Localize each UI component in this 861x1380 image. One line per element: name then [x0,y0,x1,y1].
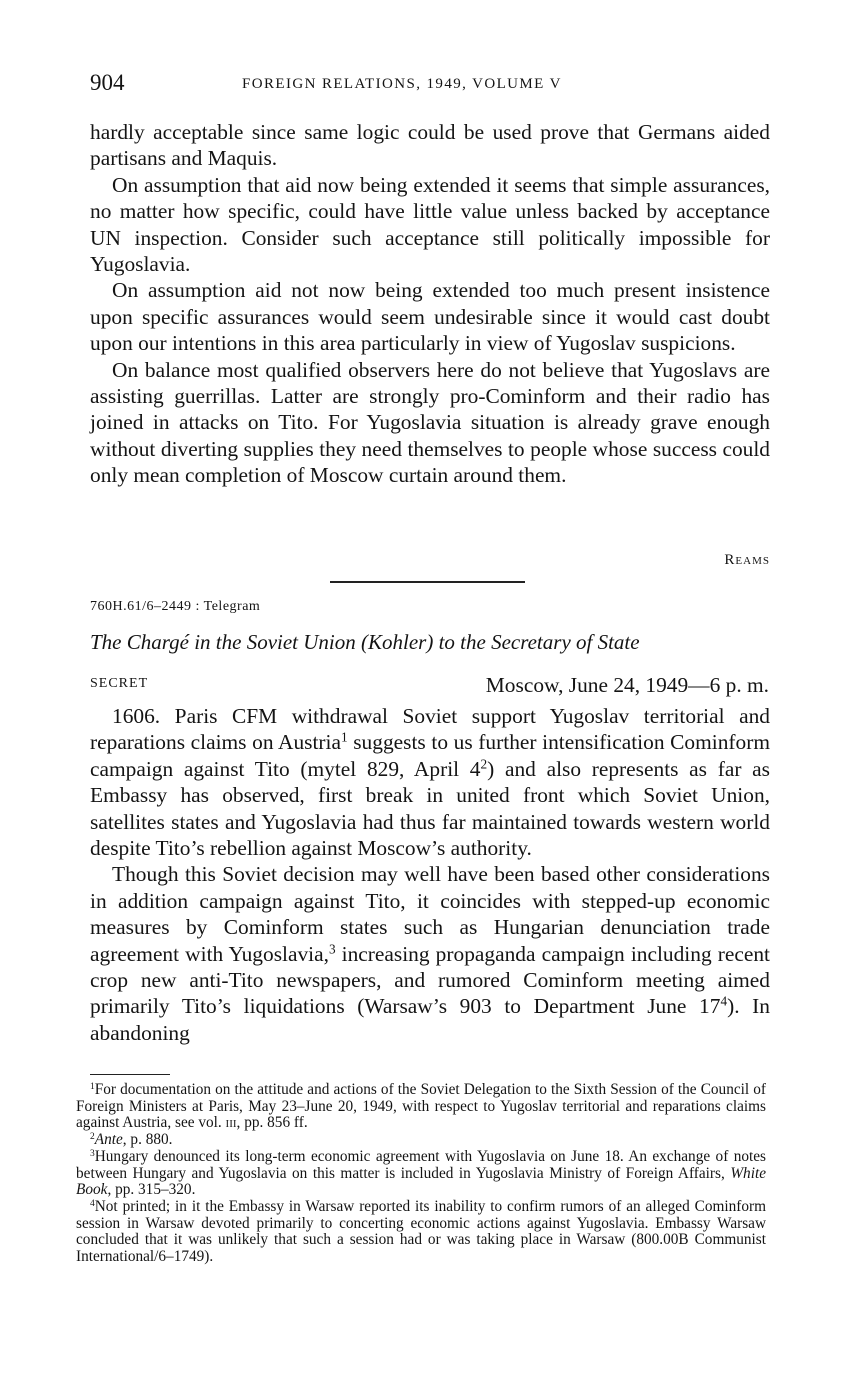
page-number: 904 [90,70,125,95]
footnote-text: , pp. 856 ff. [236,1114,308,1132]
document-body [90,703,770,1046]
paragraph-text: ). In abandoning [90,994,770,1045]
footnote-italic: Ante [94,1131,123,1149]
footnote-rule [90,1074,170,1075]
footnote-text: Hungary denounced its long-term economic agreement with Yugoslavia on June 18. An exchange of notes between Hungary and Yugoslavia on this matter is included in Yugoslavia Ministry of Foreign Affairs, [76,1147,766,1182]
paragraph-text: Though this Soviet decision may well have been based other considerations in addition campaign against Tito, it coincides with stepped-up economic measures by Cominform states such as Hungarian denunciation trade agreement with Yugoslavia, [90,862,770,966]
footnote-3 [76,1149,766,1199]
footnote-2 [76,1132,766,1149]
paragraph-text: ) and also represents as far as Embassy has observed, first break in united front which Soviet Union, satellites states and Yugoslavia had thus far maintained towards western world despite Tito’s rebellion against Moscow’s authority. [90,756,770,861]
volume-number: iii [225,1114,237,1132]
footnote-1 [76,1082,766,1132]
footnote-number: 1 [90,1081,95,1092]
footnote-marker: 4 [720,994,728,1010]
continued-paragraph: hardly acceptable since same logic could be used prove that Germans aided partisans and Maquis. [90,120,770,171]
paragraph-text: increasing propaganda campaign including recent crop new anti-Tito newspapers, and rumored Cominform meeting aimed primarily Tito’s liquidations (Warsaw’s 903 to Department June 17 [90,941,770,1019]
footnote-4 [76,1199,766,1266]
footnote-text: Not printed; in it the Embassy in Warsaw reported its inability to confirm rumors of an alleged Cominform session in Warsaw devoted primarily to concerting economic actions against Yugoslavia. Embassy Warsaw concluded that it was unlikely that such a session had or was taking place in Warsaw (800.00B Communist International/6–1749). [76,1197,766,1266]
footnotes [76,1082,766,1266]
footnote-text: , p. 880. [122,1131,173,1149]
body-paragraph: On assumption that aid now being extended it seems that simple assurances, no matter how specific, could have little value unless backed by acceptance UN inspection. Consider such acceptance still politically impossible for Yugoslavia. [90,172,770,277]
body-paragraph: On assumption aid not now being extended too much present insistence upon specific assurances would seem undesirable since it would cast doubt upon our intentions in this area particularly in view of Yugoslav suspicions. [90,278,770,356]
footnote-text: For documentation on the attitude and actions of the Soviet Delegation to the Sixth Session of the Council of Foreign Ministers at Paris, May 23–June 20, 1949, with respect to Yugoslav territorial and reparations claims against Austria, see vol. [76,1081,766,1132]
footnote-number: 2 [90,1131,95,1142]
page-header [90,70,770,104]
classification-label: SECRET [90,676,149,691]
paragraph-text: suggests to us further intensification Cominform campaign against Tito (mytel 829, April 4 [90,730,770,781]
body-paragraph [90,703,770,861]
file-reference: 760H.61/6–2449 : Telegram [90,599,261,614]
footnote-text: , pp. 315–320. [107,1181,196,1199]
footnote-marker: 3 [328,941,336,957]
previous-document-body [90,119,770,489]
body-paragraph [90,861,770,1046]
paragraph-text: 1606. Paris CFM withdrawal Soviet support Yugoslav territorial and reparations claims on Austria [90,704,770,755]
document-title: The Chargé in the Soviet Union (Kohler) to the Secretary of State [90,630,640,654]
body-paragraph: On balance most qualified observers here do not believe that Yugoslavs are assisting guerrillas. Latter are strongly pro-Cominform and their radio has joined in attacks on Tito. For Yugoslavia situation is already grave enough without diverting supplies they need themselves to people whose success could only mean completion of Moscow curtain around them. [90,357,770,488]
footnote-number: 3 [90,1148,95,1159]
dateline: Moscow, June 24, 1949—6 p. m. [485,673,769,697]
footnote-marker: 1 [340,730,348,746]
section-divider [330,581,525,583]
footnote-number: 4 [90,1198,95,1209]
running-title: FOREIGN RELATIONS, 1949, VOLUME V [242,76,562,92]
footnote-marker: 2 [480,756,488,772]
signature: Reams [724,552,770,568]
footnote-italic: White Book [76,1164,766,1199]
